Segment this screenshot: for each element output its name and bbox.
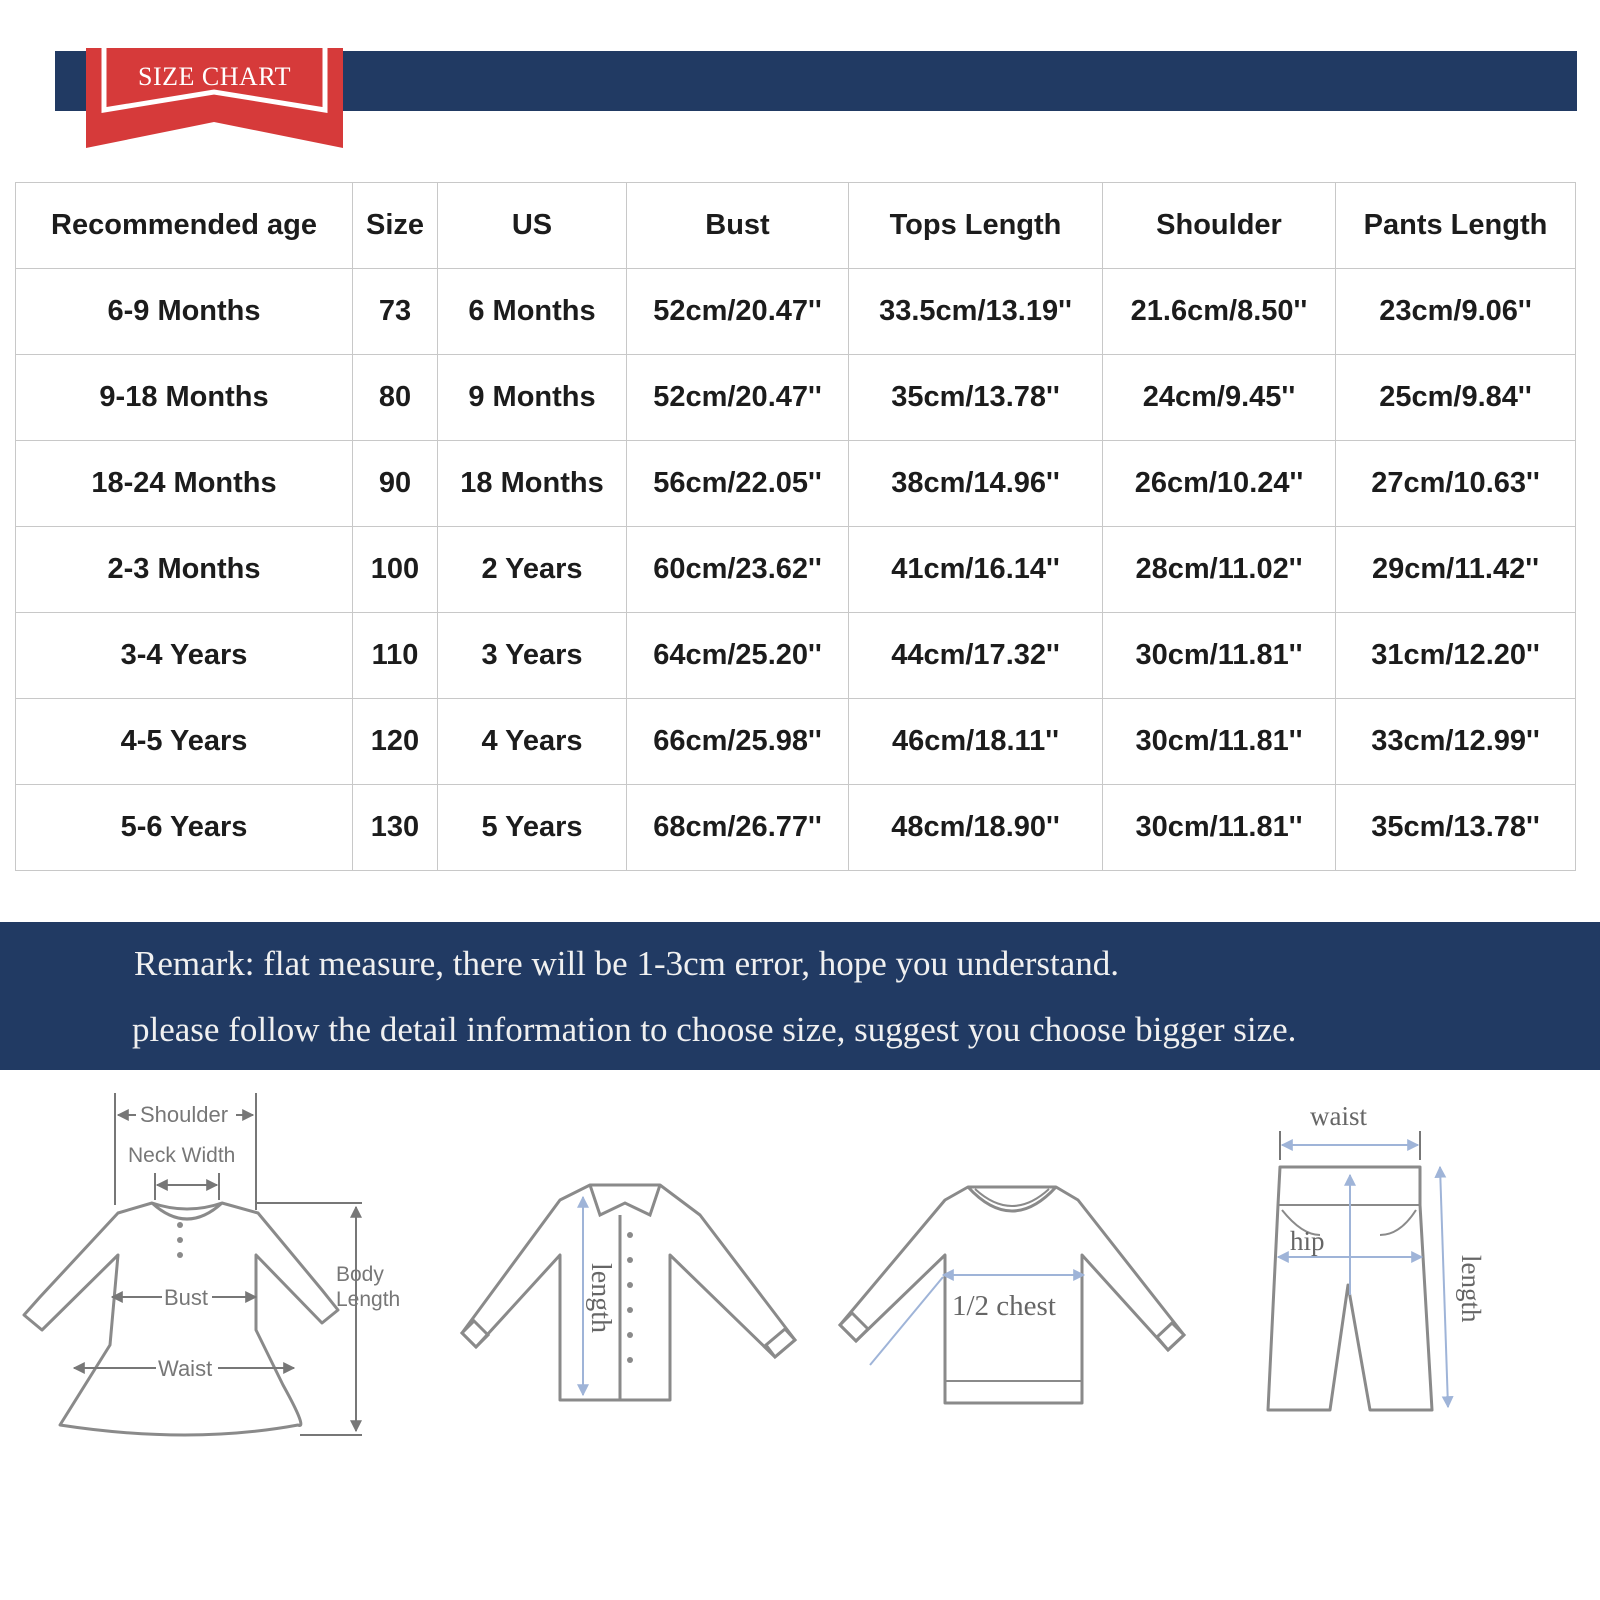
ribbon-title: SIZE CHART — [138, 62, 291, 91]
shirt-diagram-icon — [462, 1185, 795, 1400]
table-cell: 120 — [353, 699, 438, 785]
table-cell: 52cm/20.47'' — [627, 269, 849, 355]
table-cell: 6 Months — [438, 269, 627, 355]
table-cell: 90 — [353, 441, 438, 527]
table-cell: 56cm/22.05'' — [627, 441, 849, 527]
pants-hip-label: hip — [1290, 1226, 1325, 1256]
table-cell: 3 Years — [438, 613, 627, 699]
table-row — [16, 613, 1576, 699]
sweater-diagram-icon — [840, 1187, 1184, 1403]
table-cell: 33cm/12.99'' — [1336, 699, 1576, 785]
table-cell: 73 — [353, 269, 438, 355]
remark-line-2: please follow the detail information to choose size, suggest you choose bigger size. — [132, 1010, 1297, 1049]
table-row — [16, 269, 1576, 355]
table-cell: 6-9 Months — [16, 269, 353, 355]
table-header-row — [16, 183, 1576, 269]
table-cell: 4 Years — [438, 699, 627, 785]
table-cell: 110 — [353, 613, 438, 699]
table-cell: 21.6cm/8.50'' — [1103, 269, 1336, 355]
table-cell: 41cm/16.14'' — [849, 527, 1103, 613]
table-cell: 52cm/20.47'' — [627, 355, 849, 441]
dress-neck-width-label: Neck Width — [128, 1144, 236, 1167]
table-cell: 38cm/14.96'' — [849, 441, 1103, 527]
dress-body-length-label-2: Length — [336, 1288, 401, 1311]
table-row — [16, 699, 1576, 785]
table-cell: 100 — [353, 527, 438, 613]
column-header: Tops Length — [849, 183, 1103, 269]
table-cell: 35cm/13.78'' — [1336, 785, 1576, 871]
table-cell: 18-24 Months — [16, 441, 353, 527]
table-cell: 3-4 Years — [16, 613, 353, 699]
column-header: Pants Length — [1336, 183, 1576, 269]
table-cell: 68cm/26.77'' — [627, 785, 849, 871]
table-cell: 28cm/11.02'' — [1103, 527, 1336, 613]
table-cell: 30cm/11.81'' — [1103, 613, 1336, 699]
pants-diagram-icon — [1268, 1101, 1486, 1410]
table-cell: 30cm/11.81'' — [1103, 785, 1336, 871]
table-row — [16, 785, 1576, 871]
table-cell: 60cm/23.62'' — [627, 527, 849, 613]
table-cell: 29cm/11.42'' — [1336, 527, 1576, 613]
table-cell: 18 Months — [438, 441, 627, 527]
table-cell: 46cm/18.11'' — [849, 699, 1103, 785]
table-cell: 33.5cm/13.19'' — [849, 269, 1103, 355]
column-header: Size — [353, 183, 438, 269]
table-cell: 66cm/25.98'' — [627, 699, 849, 785]
table-row — [16, 355, 1576, 441]
pants-waist-label: waist — [1310, 1101, 1367, 1131]
table-cell: 9 Months — [438, 355, 627, 441]
table-cell: 25cm/9.84'' — [1336, 355, 1576, 441]
column-header: Recommended age — [16, 183, 353, 269]
dress-waist-label: Waist — [158, 1356, 213, 1381]
size-chart-ribbon-icon — [86, 48, 343, 152]
table-cell: 64cm/25.20'' — [627, 613, 849, 699]
table-cell: 2 Years — [438, 527, 627, 613]
table-cell: 26cm/10.24'' — [1103, 441, 1336, 527]
table-cell: 9-18 Months — [16, 355, 353, 441]
column-header: US — [438, 183, 627, 269]
column-header: Shoulder — [1103, 183, 1336, 269]
table-cell: 44cm/17.32'' — [849, 613, 1103, 699]
dress-diagram-icon — [24, 1093, 400, 1435]
table-cell: 48cm/18.90'' — [849, 785, 1103, 871]
pants-length-label: length — [1456, 1255, 1486, 1323]
table-cell: 24cm/9.45'' — [1103, 355, 1336, 441]
table-cell: 130 — [353, 785, 438, 871]
table-cell: 4-5 Years — [16, 699, 353, 785]
shirt-length-label: length — [585, 1263, 616, 1333]
dress-body-length-label-1: Body — [336, 1263, 384, 1286]
measurement-diagrams — [0, 1085, 1600, 1485]
table-cell: 5-6 Years — [16, 785, 353, 871]
column-header: Bust — [627, 183, 849, 269]
table-cell: 35cm/13.78'' — [849, 355, 1103, 441]
table-cell: 30cm/11.81'' — [1103, 699, 1336, 785]
size-table — [15, 182, 1576, 871]
sweater-chest-label: 1/2 chest — [952, 1290, 1056, 1322]
dress-shoulder-label: Shoulder — [140, 1102, 229, 1127]
table-cell: 23cm/9.06'' — [1336, 269, 1576, 355]
remark-banner — [0, 922, 1600, 1070]
dress-bust-label: Bust — [164, 1285, 209, 1310]
table-row — [16, 441, 1576, 527]
table-cell: 80 — [353, 355, 438, 441]
remark-line-1: Remark: flat measure, there will be 1-3cm error, hope you understand. — [134, 944, 1120, 983]
table-cell: 5 Years — [438, 785, 627, 871]
table-cell: 27cm/10.63'' — [1336, 441, 1576, 527]
table-row — [16, 527, 1576, 613]
table-cell: 2-3 Months — [16, 527, 353, 613]
table-cell: 31cm/12.20'' — [1336, 613, 1576, 699]
